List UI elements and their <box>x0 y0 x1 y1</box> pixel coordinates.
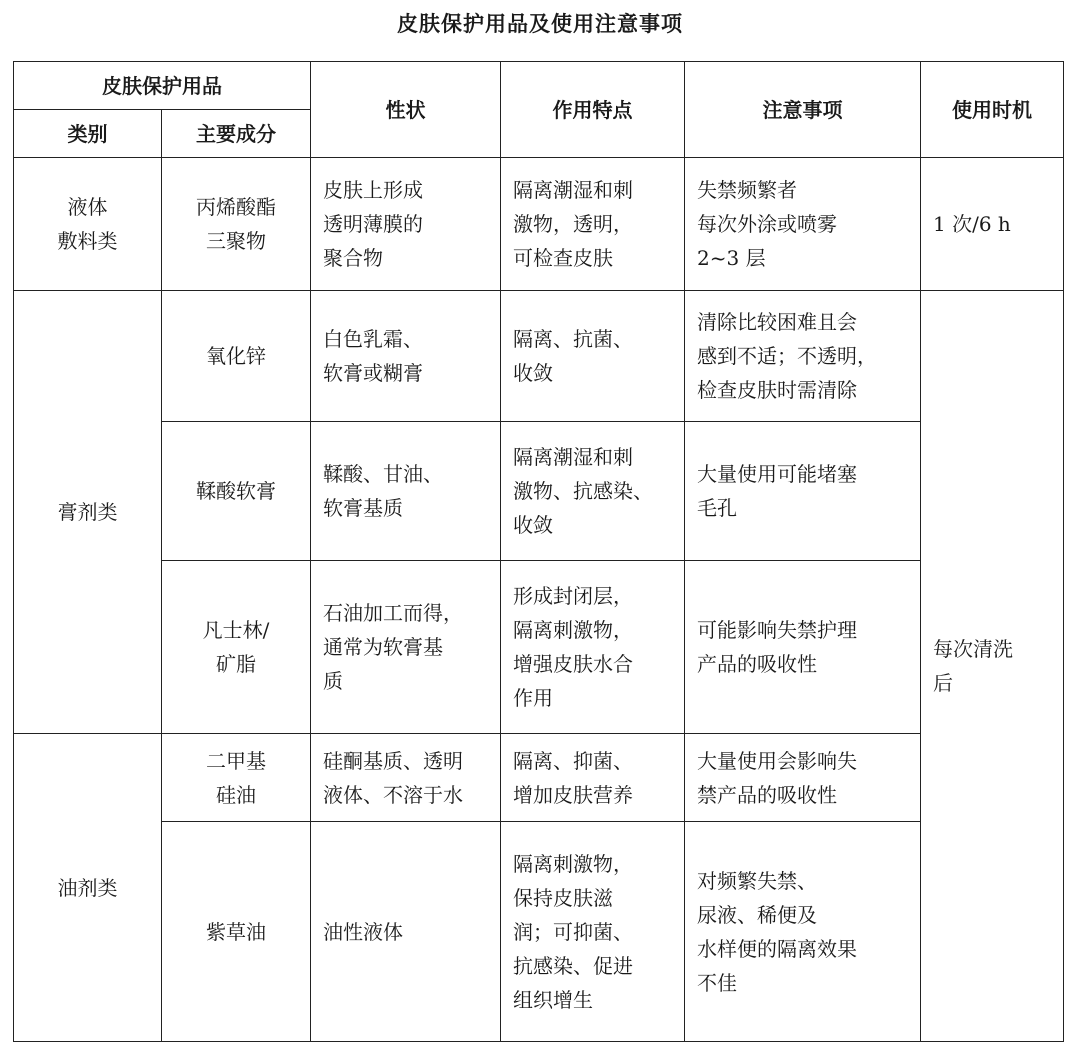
cell-caution: 失禁频繁者 每次外涂或喷雾 2~3 层 <box>685 158 921 291</box>
table-row <box>14 734 1064 822</box>
header-property: 性状 <box>311 62 501 158</box>
cell-caution: 大量使用可能堵塞 毛孔 <box>685 422 921 561</box>
cell-feature: 隔离、抗菌、 收敛 <box>501 291 685 422</box>
header-feature: 作用特点 <box>501 62 685 158</box>
cell-category: 膏剂类 <box>14 291 162 734</box>
cell-ingredient: 鞣酸软膏 <box>162 422 311 561</box>
cell-property: 白色乳霜、 软膏或糊膏 <box>311 291 501 422</box>
header-timing: 使用时机 <box>921 62 1064 158</box>
cell-caution: 对频繁失禁、 尿液、稀便及 水样便的隔离效果 不佳 <box>685 822 921 1042</box>
cell-category: 液体 敷料类 <box>14 158 162 291</box>
cell-property: 石油加工而得， 通常为软膏基 质 <box>311 561 501 734</box>
table-row <box>14 822 1064 1042</box>
cell-feature: 隔离潮湿和刺 激物，透明， 可检查皮肤 <box>501 158 685 291</box>
table-row <box>14 561 1064 734</box>
cell-property: 鞣酸、甘油、 软膏基质 <box>311 422 501 561</box>
cell-timing: 每次清洗 后 <box>921 291 1064 1042</box>
cell-category: 油剂类 <box>14 734 162 1042</box>
cell-ingredient: 二甲基 硅油 <box>162 734 311 822</box>
header-ingredient: 主要成分 <box>162 110 311 158</box>
header-skin-care-products: 皮肤保护用品 <box>14 62 311 110</box>
table-row <box>14 422 1064 561</box>
header-category: 类别 <box>14 110 162 158</box>
table-row <box>14 158 1064 291</box>
cell-caution: 清除比较困难且会 感到不适；不透明， 检查皮肤时需清除 <box>685 291 921 422</box>
cell-property: 皮肤上形成 透明薄膜的 聚合物 <box>311 158 501 291</box>
cell-feature: 隔离、抑菌、 增加皮肤营养 <box>501 734 685 822</box>
cell-property: 油性液体 <box>311 822 501 1042</box>
cell-ingredient: 紫草油 <box>162 822 311 1042</box>
skin-care-table <box>13 61 1064 1042</box>
cell-caution: 可能影响失禁护理 产品的吸收性 <box>685 561 921 734</box>
cell-ingredient: 氧化锌 <box>162 291 311 422</box>
cell-timing: 1 次/6 h <box>921 158 1064 291</box>
cell-property: 硅酮基质、透明 液体、不溶于水 <box>311 734 501 822</box>
cell-feature: 隔离刺激物， 保持皮肤滋 润；可抑菌、 抗感染、促进 组织增生 <box>501 822 685 1042</box>
header-caution: 注意事项 <box>685 62 921 158</box>
cell-ingredient: 丙烯酸酯 三聚物 <box>162 158 311 291</box>
table-title: 皮肤保护用品及使用注意事项 <box>397 12 683 36</box>
cell-feature: 隔离潮湿和刺 激物、抗感染、 收敛 <box>501 422 685 561</box>
table-row <box>14 291 1064 422</box>
cell-feature: 形成封闭层， 隔离刺激物， 增强皮肤水合 作用 <box>501 561 685 734</box>
cell-ingredient: 凡士林/ 矿脂 <box>162 561 311 734</box>
cell-caution: 大量使用会影响失 禁产品的吸收性 <box>685 734 921 822</box>
